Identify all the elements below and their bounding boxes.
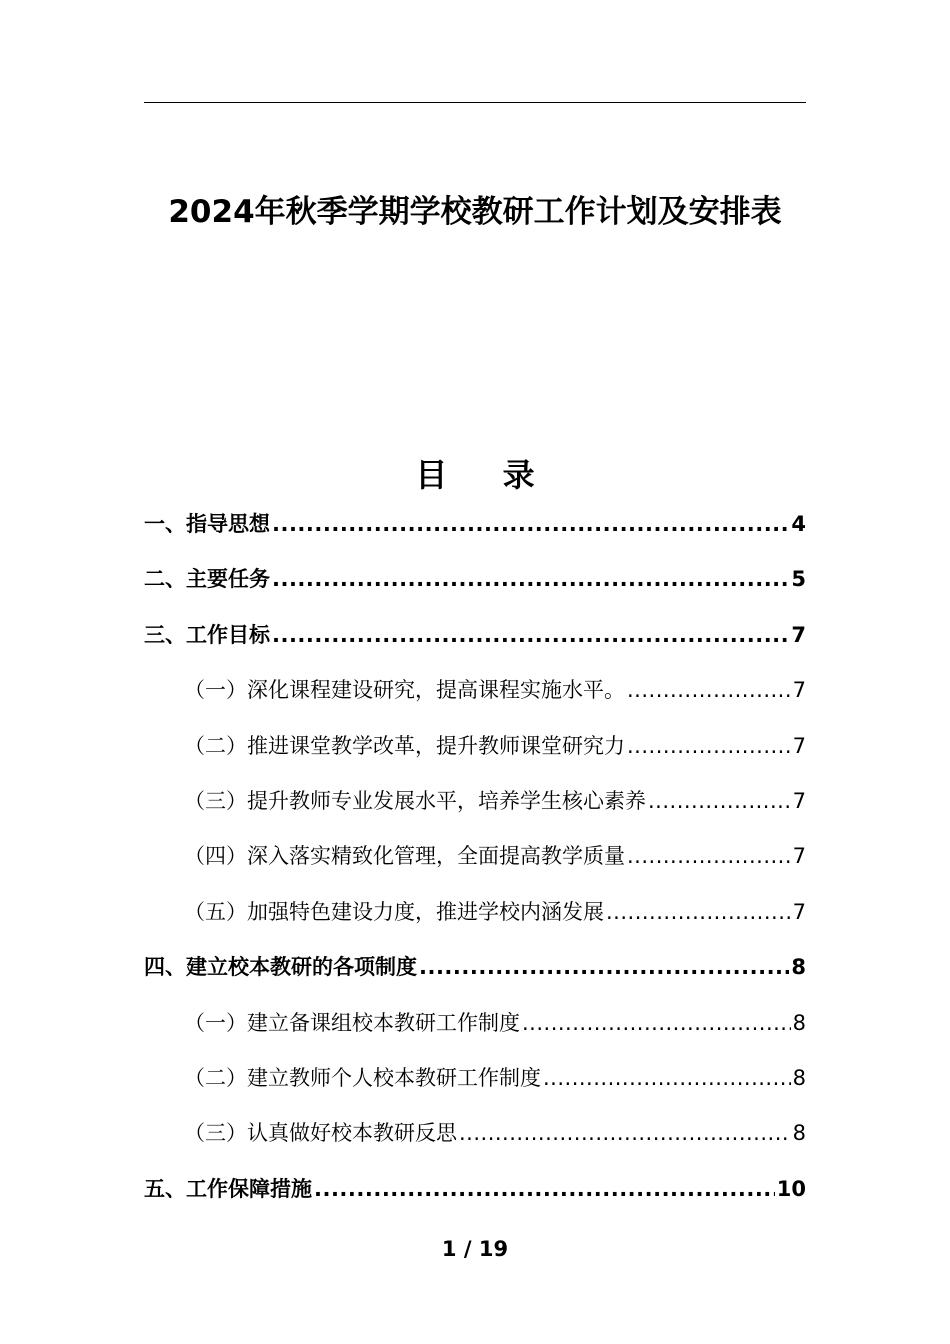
- toc-dot-leader: [627, 829, 791, 884]
- table-of-contents: [144, 497, 806, 1217]
- toc-entry[interactable]: [144, 608, 806, 663]
- toc-dot-leader: [314, 1162, 775, 1217]
- toc-entry-label: （三）提升教师专业发展水平，培养学生核心素养: [184, 788, 646, 813]
- toc-dot-leader: [459, 1106, 791, 1161]
- toc-entry[interactable]: [144, 940, 806, 995]
- toc-subentry[interactable]: [144, 774, 806, 829]
- toc-entry-page: 7: [792, 844, 806, 869]
- toc-entry-page: 5: [791, 567, 806, 592]
- toc-entry-label: （五）加强特色建设力度，推进学校内涵发展: [184, 899, 604, 924]
- toc-dot-leader: [648, 774, 791, 829]
- toc-entry-page: 7: [792, 788, 806, 813]
- toc-entry-label: 四、建立校本教研的各项制度: [144, 955, 417, 980]
- toc-entry-page: 7: [792, 733, 806, 758]
- toc-dot-leader: [419, 940, 789, 995]
- toc-entry-label: 三、工作目标: [144, 622, 270, 647]
- toc-entry-page: 7: [792, 678, 806, 703]
- toc-entry-label: （二）推进课堂教学改革，提升教师课堂研究力: [184, 733, 625, 758]
- toc-entry-label: （四）深入落实精致化管理，全面提高教学质量: [184, 844, 625, 869]
- toc-subentry[interactable]: [144, 1051, 806, 1106]
- toc-entry-page: 10: [776, 1176, 806, 1201]
- toc-entry[interactable]: [144, 552, 806, 607]
- toc-dot-leader: [272, 552, 789, 607]
- toc-dot-leader: [272, 497, 789, 552]
- toc-dot-leader: [543, 1051, 791, 1106]
- toc-entry-page: 8: [792, 1010, 806, 1035]
- toc-entry-label: 一、指导思想: [144, 512, 270, 536]
- toc-dot-leader: [272, 608, 789, 663]
- toc-entry-page: 4: [791, 512, 806, 536]
- toc-subentry[interactable]: [144, 885, 806, 940]
- toc-dot-leader: [522, 996, 791, 1051]
- toc-subentry[interactable]: [144, 719, 806, 774]
- toc-entry-label: （一）建立备课组校本教研工作制度: [184, 1010, 520, 1035]
- toc-dot-leader: [627, 719, 791, 774]
- document-title: 2024年秋季学期学校教研工作计划及安排表: [168, 194, 782, 230]
- toc-dot-leader: [606, 885, 791, 940]
- toc-entry-label: 二、主要任务: [144, 567, 270, 592]
- toc-subentry[interactable]: [144, 996, 806, 1051]
- toc-entry-page: 7: [791, 622, 806, 647]
- toc-entry[interactable]: [144, 1162, 806, 1217]
- toc-subentry[interactable]: [144, 829, 806, 884]
- header-rule: [144, 102, 806, 103]
- toc-entry-label: 五、工作保障措施: [144, 1176, 312, 1201]
- toc-entry-label: （一）深化课程建设研究，提高课程实施水平。: [184, 678, 625, 703]
- toc-entry-label: （二）建立教师个人校本教研工作制度: [184, 1065, 541, 1090]
- page-indicator: 1 / 19: [441, 1237, 509, 1261]
- toc-entry-page: 8: [792, 1121, 806, 1146]
- toc-entry-page: 7: [792, 899, 806, 924]
- toc-entry[interactable]: [144, 497, 806, 552]
- toc-heading: 目 录: [415, 456, 557, 494]
- toc-entry-page: 8: [791, 955, 806, 980]
- toc-dot-leader: [627, 663, 791, 718]
- toc-subentry[interactable]: [144, 663, 806, 718]
- toc-entry-page: 8: [792, 1065, 806, 1090]
- toc-subentry[interactable]: [144, 1106, 806, 1161]
- toc-entry-label: （三）认真做好校本教研反思: [184, 1121, 457, 1146]
